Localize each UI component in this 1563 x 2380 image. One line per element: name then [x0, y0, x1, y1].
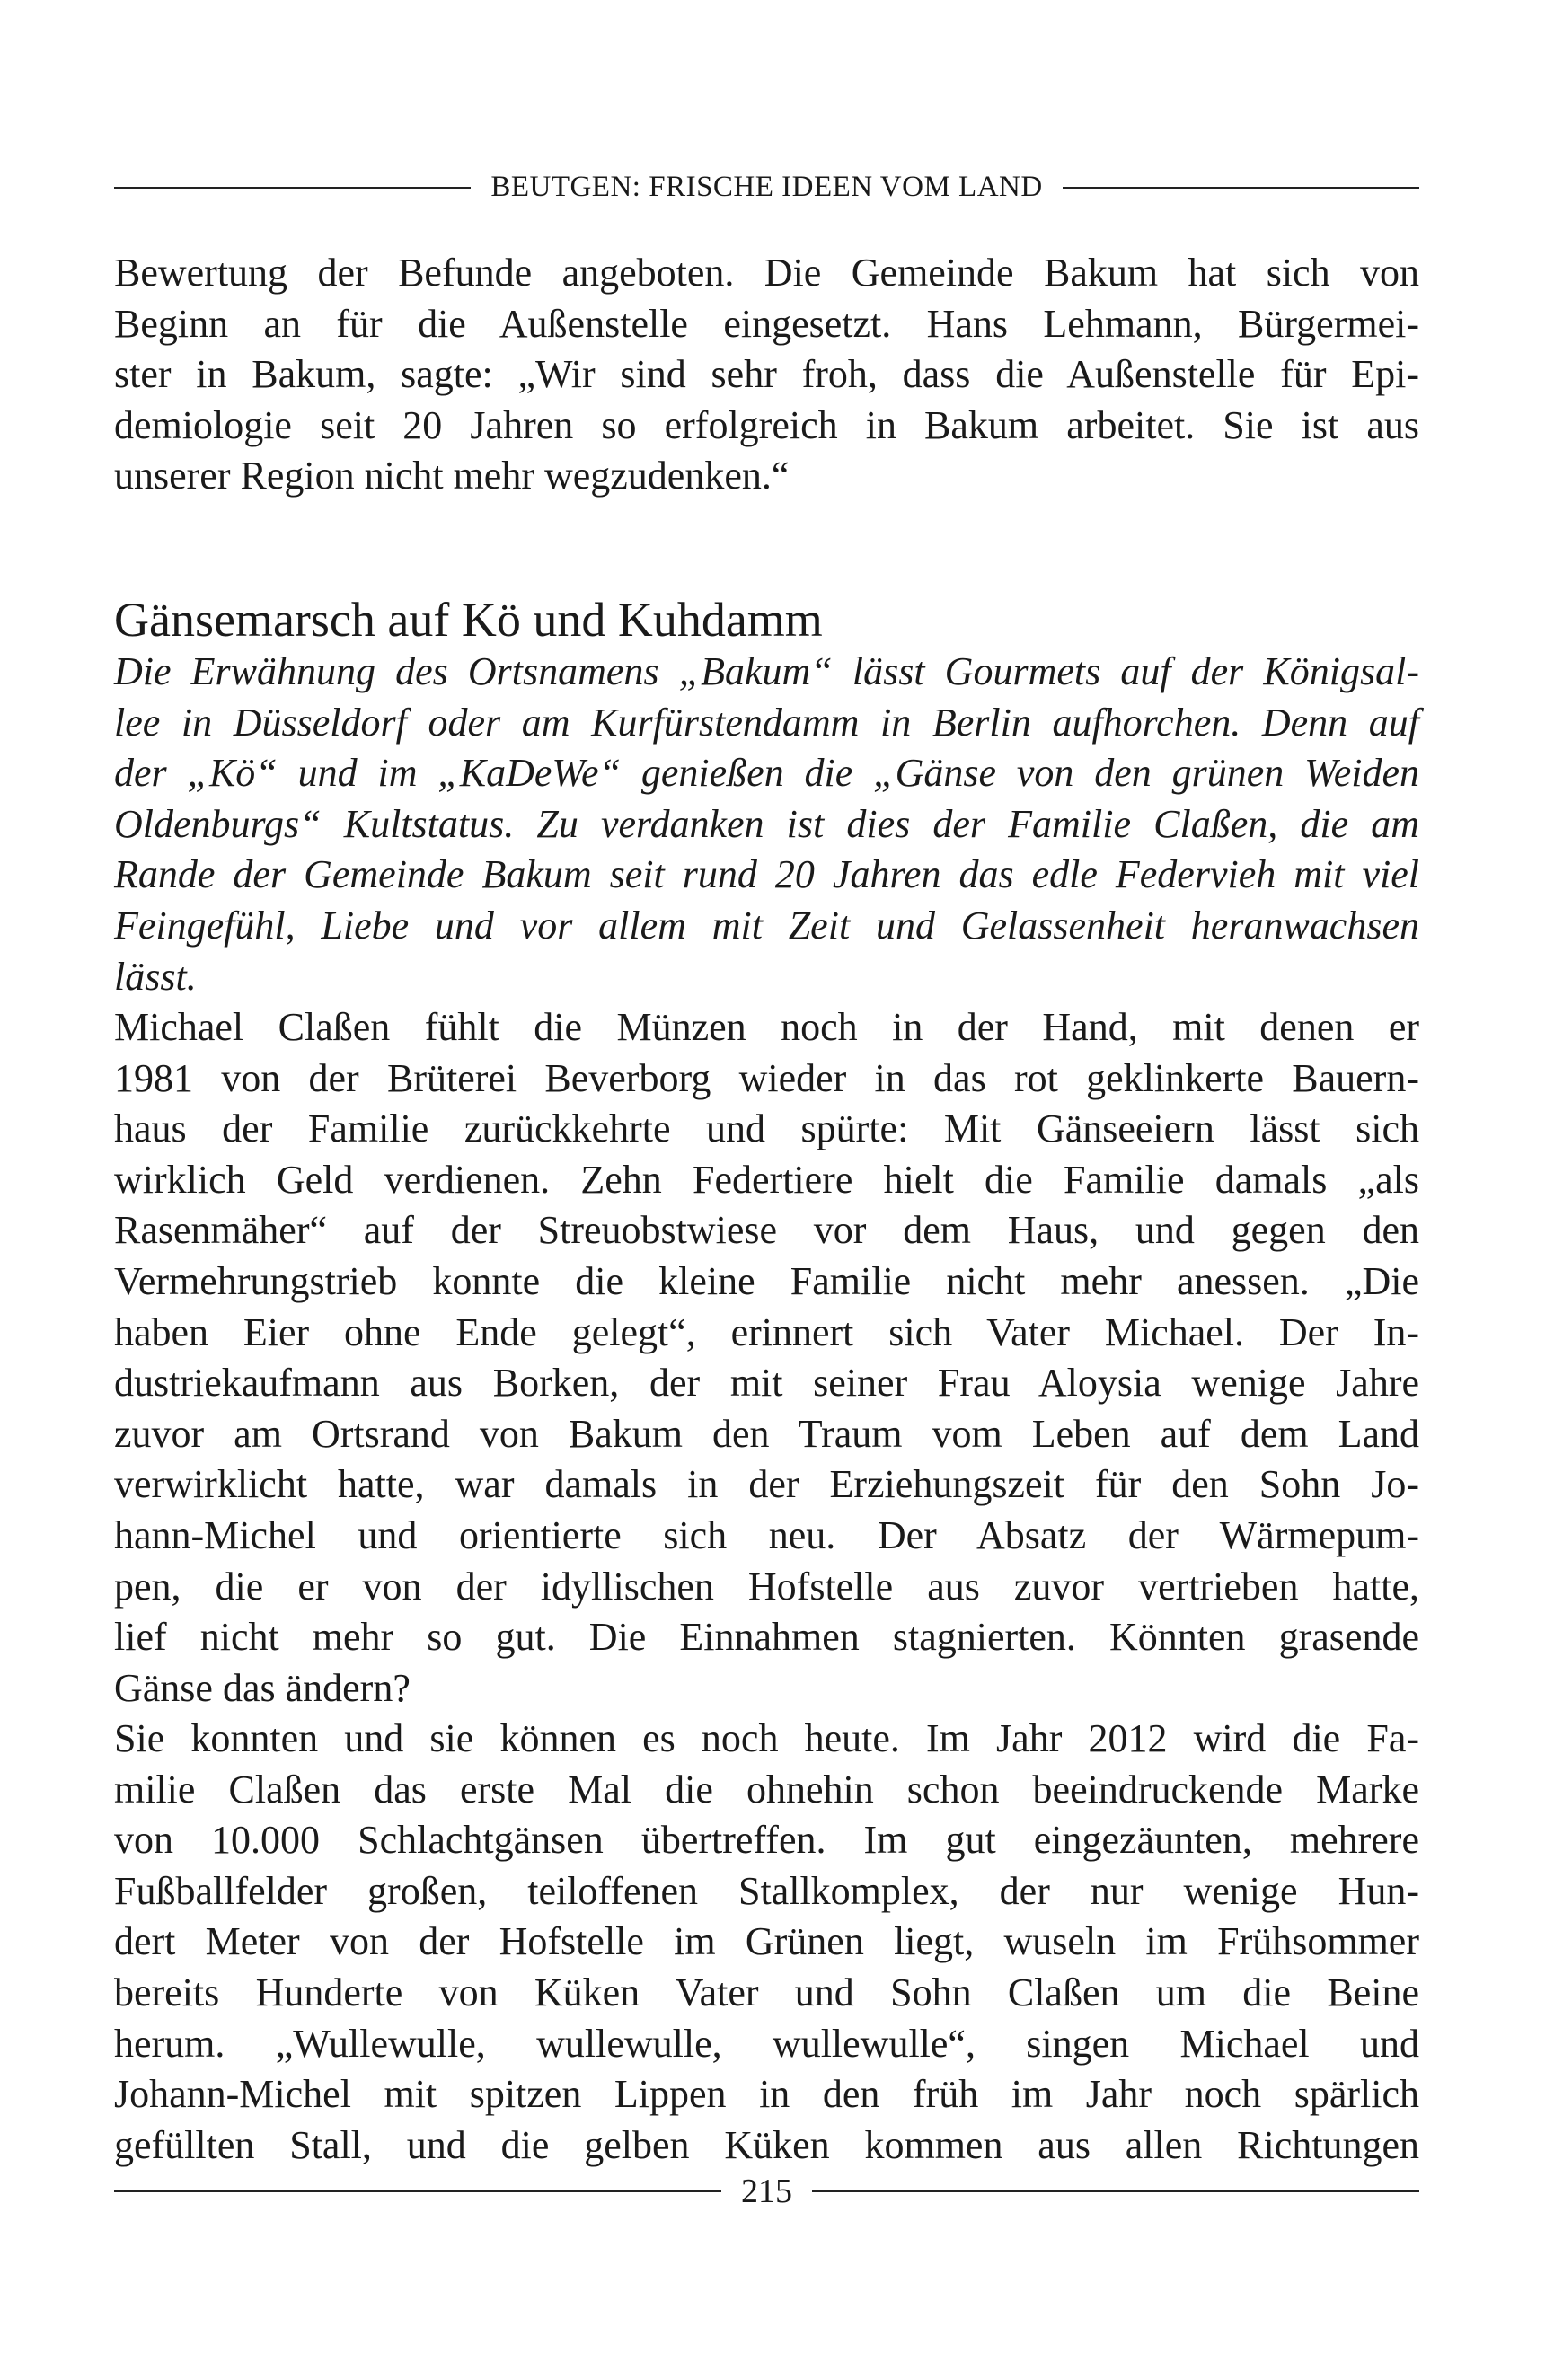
text-line: der „Kö“ und im „KaDeWe“ genießen die „Gänse von den grünen Weiden — [114, 751, 1419, 796]
text-line: 1981 von der Brüterei Beverborg wieder in das rot geklinkerte Bauern- — [114, 1055, 1419, 1100]
page-number: 215 — [741, 2173, 792, 2210]
text-line: wirklich Geld verdienen. Zehn Federtiere hielt die Familie damals „als — [114, 1157, 1419, 1202]
text-line: haus der Familie zurückkehrte und spürte: Mit Gänseeiern lässt sich — [114, 1106, 1419, 1151]
footer-rule-left — [114, 2190, 721, 2192]
text-line: von 10.000 Schlachtgänsen übertreffen. Im gut eingezäunten, mehrere — [114, 1818, 1419, 1863]
text-line: Die Erwähnung des Ortsnamens „Bakum“ lässt Gourmets auf der Königsal- — [114, 649, 1419, 693]
text-line: bereits Hunderte von Küken Vater und Sohn Claßen um die Beine — [114, 1970, 1419, 2014]
paragraph-1 — [114, 248, 1419, 502]
page-footer — [114, 2172, 1419, 2211]
text-line: Gänse das ändern? — [114, 1665, 411, 1710]
text-line: lee in Düsseldorf oder am Kurfürstendamm in Berlin aufhorchen. Denn auf — [114, 700, 1419, 745]
lead-paragraph — [114, 647, 1419, 1002]
paragraph-3 — [114, 1714, 1419, 2171]
text-line: Feingefühl, Liebe und vor allem mit Zeit und Gelassenheit heranwachsen — [114, 903, 1419, 948]
text-line: haben Eier ohne Ende gelegt“, erinnert sich Vater Michael. Der In- — [114, 1309, 1419, 1354]
text-line: Fußballfelder großen, teiloffenen Stallkomplex, der nur wenige Hun- — [114, 1868, 1419, 1913]
text-line: hann-Michel und orientierte sich neu. Der Absatz der Wärmepum- — [114, 1512, 1419, 1557]
text-line: gefüllten Stall, und die gelben Küken kommen aus allen Richtungen — [114, 2122, 1419, 2167]
text-line: Sie konnten und sie können es noch heute. Im Jahr 2012 wird die Fa- — [114, 1716, 1419, 1760]
text-line: dert Meter von der Hofstelle im Grünen liegt, wuseln im Frühsommer — [114, 1919, 1419, 1964]
text-line: Beginn an für die Außenstelle eingesetzt. Hans Lehmann, Bürgermei- — [114, 301, 1419, 346]
header-rule-right — [1063, 187, 1419, 189]
section-heading: Gänsemarsch auf Kö und Kuhdamm — [114, 593, 823, 647]
running-head — [114, 171, 1419, 204]
text-line: Rande der Gemeinde Bakum seit rund 20 Jahren das edle Federvieh mit viel — [114, 852, 1419, 897]
text-line: Oldenburgs“ Kultstatus. Zu verdanken ist dies der Familie Claßen, die am — [114, 801, 1419, 846]
header-rule-left — [114, 187, 471, 189]
text-line: Michael Claßen fühlt die Münzen noch in der Hand, mit denen er — [114, 1005, 1419, 1049]
text-line: milie Claßen das erste Mal die ohnehin schon beeindruckende Marke — [114, 1767, 1419, 1811]
text-line: zuvor am Ortsrand von Bakum den Traum vom Leben auf dem Land — [114, 1411, 1419, 1456]
text-line: verwirklicht hatte, war damals in der Erziehungszeit für den Sohn Jo- — [114, 1462, 1419, 1507]
text-line: Bewertung der Befunde angeboten. Die Gemeinde Bakum hat sich von — [114, 251, 1419, 295]
text-line: pen, die er von der idyllischen Hofstelle aus zuvor vertrieben hatte, — [114, 1564, 1419, 1609]
text-line: Johann-Michel mit spitzen Lippen in den früh im Jahr noch spärlich — [114, 2072, 1419, 2117]
running-head-title: BEUTGEN: FRISCHE IDEEN VOM LAND — [490, 171, 1043, 203]
text-line: herum. „Wullewulle, wullewulle, wullewulle“, singen Michael und — [114, 2021, 1419, 2066]
footer-rule-right — [812, 2190, 1419, 2192]
text-line: Rasenmäher“ auf der Streuobstwiese vor dem Haus, und gegen den — [114, 1208, 1419, 1253]
text-line: unserer Region nicht mehr wegzudenken.“ — [114, 454, 790, 498]
paragraph-2 — [114, 1002, 1419, 1714]
text-line: lief nicht mehr so gut. Die Einnahmen stagnierten. Könnten grasende — [114, 1615, 1419, 1660]
text-line: ster in Bakum, sagte: „Wir sind sehr froh, dass die Außenstelle für Epi- — [114, 352, 1419, 397]
text-line: demiologie seit 20 Jahren so erfolgreich in Bakum arbeitet. Sie ist aus — [114, 402, 1419, 447]
text-line: dustriekaufmann aus Borken, der mit seiner Frau Aloysia wenige Jahre — [114, 1361, 1419, 1406]
text-line: lässt. — [114, 954, 197, 999]
text-line: Vermehrungstrieb konnte die kleine Familie nicht mehr anessen. „Die — [114, 1258, 1419, 1303]
